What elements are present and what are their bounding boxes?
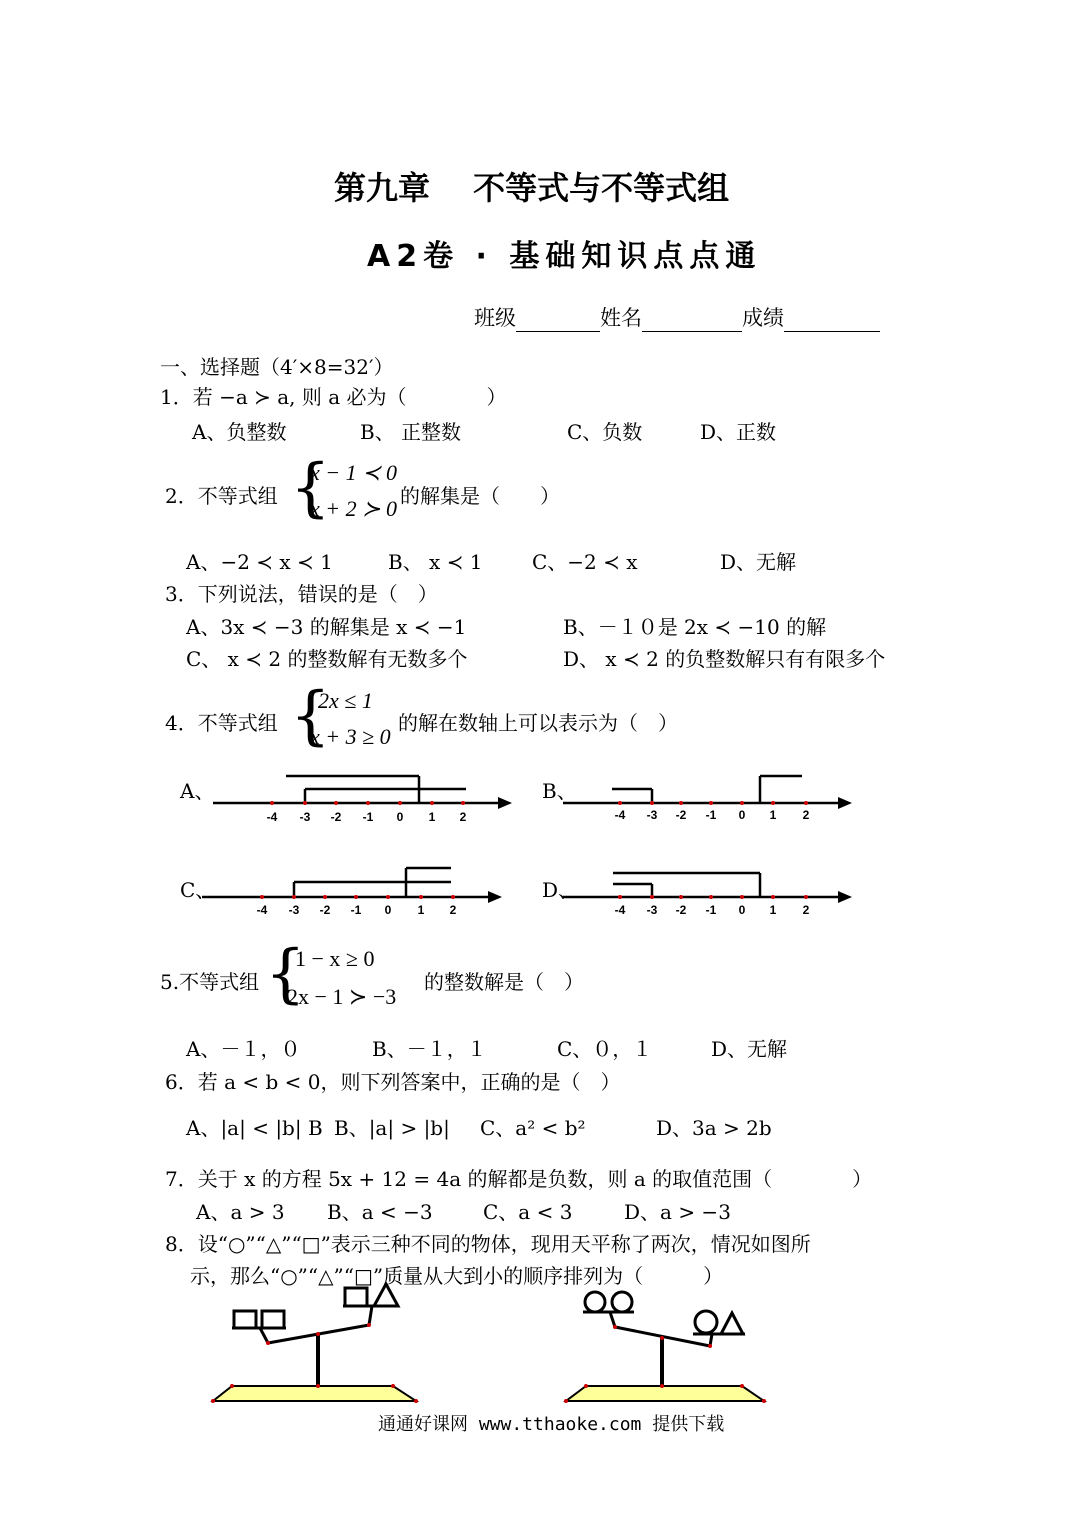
q5-suffix: 的整数解是（ ） — [424, 970, 584, 994]
tick-label: 0 — [738, 808, 746, 822]
q8-stem-line-2: 示，那么“○”“△”“□”质量从大到小的顺序排列为（ ） — [190, 1264, 724, 1288]
section-heading: 一、选择题（4′×8=32′） — [160, 355, 394, 379]
q4-label-b: B、 — [542, 779, 577, 803]
q4-label-c: C、 — [180, 878, 216, 902]
tick-label: 1 — [428, 810, 436, 824]
q2-suffix: 的解集是（ ） — [400, 484, 560, 508]
q5-option-a: A、－１，０ — [186, 1037, 301, 1061]
q5-brace: { — [265, 937, 306, 1011]
number-line-d — [563, 873, 852, 917]
q8-stem-line-1: 8．设“○”“△”“□”表示三种不同的物体，现用天平称了两次，情况如图所 — [165, 1232, 811, 1256]
tick-label: -4 — [266, 810, 278, 824]
balance-scale-right — [564, 1292, 766, 1403]
square-icon — [234, 1311, 256, 1328]
q1-option-b: B、 正整数 — [360, 420, 462, 444]
tick-label: -3 — [299, 810, 311, 824]
q2-brace: { — [290, 451, 331, 525]
q1-option-d: D、正数 — [700, 420, 777, 444]
q7-option-a: A、a > 3 — [196, 1200, 285, 1224]
q4-suffix: 的解在数轴上可以表示为（ ） — [398, 711, 678, 735]
q1-option-c: C、负数 — [567, 420, 643, 444]
tick-label: 2 — [449, 903, 457, 917]
q3-option-a: A、3x ≺ −3 的解集是 x ≺ −1 — [186, 615, 467, 639]
tick-label: 0 — [738, 903, 746, 917]
q2-option-d: D、无解 — [720, 550, 797, 574]
tick-label: -4 — [256, 903, 268, 917]
tick-label: -4 — [614, 808, 626, 822]
tick-label: -2 — [675, 903, 687, 917]
q2-inequality-2: x + 2 ≻ 0 — [310, 496, 398, 521]
tick-label: -3 — [288, 903, 300, 917]
q5-inequality-2: 2x − 1 ≻ −3 — [287, 984, 397, 1009]
square-icon — [262, 1311, 284, 1328]
number-line-c — [202, 868, 502, 917]
q6-option-c: C、a² < b² — [480, 1116, 586, 1140]
q4-label-d: D、 — [542, 878, 579, 902]
q4-brace: { — [290, 679, 331, 753]
class-label: 班级 — [474, 306, 516, 330]
q4-label-a: A、 — [180, 779, 215, 803]
q5-prefix: 5.不等式组 — [160, 970, 260, 994]
q7-option-c: C、a < 3 — [483, 1200, 573, 1224]
q7-option-b: B、a < −3 — [327, 1200, 433, 1224]
tick-label: -1 — [362, 810, 374, 824]
q5-option-d: D、无解 — [711, 1037, 788, 1061]
q6-option-b: B、|a| > |b| — [334, 1116, 450, 1140]
tick-label: 0 — [396, 810, 404, 824]
tick-label: -2 — [675, 808, 687, 822]
q3-option-d: D、 x ≺ 2 的负整数解只有有限多个 — [563, 647, 886, 671]
tick-label: 0 — [384, 903, 392, 917]
tick-label: -2 — [319, 903, 331, 917]
tick-label: -3 — [646, 903, 658, 917]
q2-option-b: B、 x ≺ 1 — [388, 550, 483, 574]
q4-inequality-1: 2x ≤ 1 — [318, 688, 373, 713]
q1-option-a: A、负整数 — [192, 420, 287, 444]
q7-stem: 7．关于 x 的方程 5x + 12 = 4a 的解都是负数，则 a 的取值范围（ ） — [165, 1167, 873, 1191]
q2-prefix: 2．不等式组 — [165, 484, 278, 508]
circle-icon — [612, 1292, 632, 1312]
q2-inequality-1: x − 1 ≺ 0 — [310, 460, 398, 485]
tick-label: 2 — [459, 810, 467, 824]
tick-label: -3 — [646, 808, 658, 822]
q3-option-b: B、－１０是 2x ≺ −10 的解 — [563, 615, 827, 639]
balance-scale-left — [211, 1284, 418, 1403]
name-label: 姓名 — [600, 306, 642, 330]
q3-option-c: C、 x ≺ 2 的整数解有无数多个 — [186, 647, 468, 671]
number-line-a — [213, 776, 512, 824]
triangle-icon — [721, 1313, 743, 1334]
tick-label: -1 — [705, 808, 717, 822]
score-label: 成绩 — [742, 306, 784, 330]
q4-inequality-2: x + 3 ≥ 0 — [310, 724, 391, 749]
tick-label: 1 — [769, 903, 777, 917]
q2-option-c: C、−2 ≺ x — [532, 550, 638, 574]
number-line-b — [563, 776, 852, 822]
tick-label: -1 — [705, 903, 717, 917]
tick-label: 2 — [802, 903, 810, 917]
tick-label: 2 — [802, 808, 810, 822]
tick-label: 1 — [417, 903, 425, 917]
q2-option-a: A、−2 ≺ x ≺ 1 — [186, 550, 333, 574]
q5-option-c: C、０，１ — [557, 1037, 653, 1061]
tick-label: -4 — [614, 903, 626, 917]
q6-stem: 6．若 a < b < 0，则下列答案中，正确的是（ ） — [165, 1070, 621, 1094]
q7-option-d: D、a > −3 — [624, 1200, 731, 1224]
tick-label: -1 — [350, 903, 362, 917]
circle-icon — [695, 1311, 717, 1333]
footer-text: 通通好课网 www.tthaoke.com 提供下载 — [378, 1414, 725, 1435]
q5-option-b: B、－１，１ — [372, 1037, 487, 1061]
tick-label: 1 — [769, 808, 777, 822]
page-subtitle: A2卷 · 基础知识点点通 — [367, 239, 762, 274]
q3-stem: 3．下列说法，错误的是（ ） — [165, 582, 438, 606]
square-icon — [345, 1288, 367, 1306]
page-title: 第九章 不等式与不等式组 — [334, 169, 730, 207]
q6-option-d: D、3a > 2b — [656, 1116, 772, 1140]
tick-label: -2 — [330, 810, 342, 824]
q6-option-a: A、|a| < |b| B — [186, 1116, 323, 1140]
q1-stem: 1．若 −a ≻ a, 则 a 必为（ ） — [160, 385, 507, 409]
circle-icon — [585, 1292, 605, 1312]
q4-prefix: 4．不等式组 — [165, 711, 278, 735]
q5-inequality-1: 1 − x ≥ 0 — [295, 946, 375, 971]
